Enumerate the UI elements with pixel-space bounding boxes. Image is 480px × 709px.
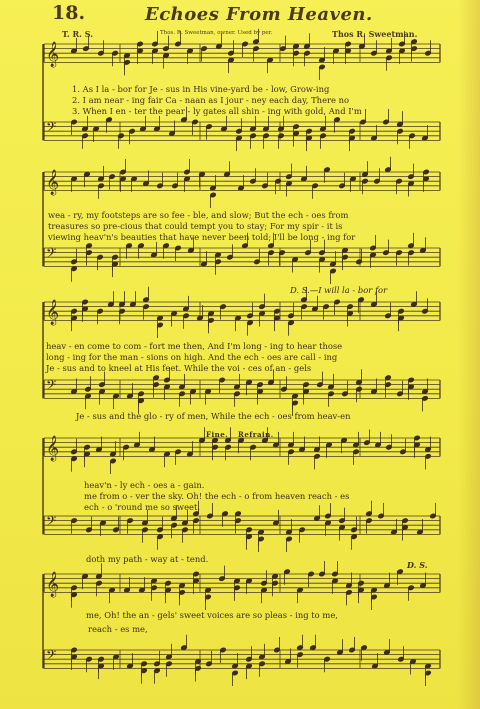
- hymn-number: 18.: [52, 2, 86, 24]
- bass-clef-icon: 𝄢: [46, 513, 57, 532]
- s3-verse3: Je - sus and to kneel at His feet. While the voi - ces of an - gels: [46, 363, 312, 373]
- s1-verse1: 1. As I la - bor for Je - sus in His vine-yard be - low, Grow-ing: [72, 84, 330, 94]
- s4-bass-line: doth my path - way at - tend.: [86, 554, 209, 564]
- bass-clef-icon: 𝄢: [46, 377, 57, 396]
- s5-line1: me, Oh! the an - gels' sweet voices are so pleas - ing to me,: [86, 610, 338, 620]
- treble-clef-icon: 𝄞: [46, 42, 60, 67]
- composer-credit: Thos R. Sweetman.: [332, 29, 418, 39]
- treble-clef-icon: 𝄞: [46, 300, 60, 325]
- s2-verse1: wea - ry, my footsteps are so fee - ble, and slow; But the ech - oes from: [48, 210, 349, 220]
- treble-clef-icon: 𝄞: [46, 170, 60, 195]
- s2-ds-line: D. S.—I will la - bor for: [290, 285, 388, 295]
- ds-marker-end: D. S.: [407, 560, 428, 570]
- s3-verse2: long - ing for the man - sions on high. And the ech - oes are call - ing: [46, 352, 338, 362]
- lyricist-credit: T. R. S.: [62, 29, 93, 39]
- s3-verse1: heav - en come to com - fort me then, And I'm long - ing to hear those: [46, 341, 343, 351]
- s4-verse3: ech - o 'round me so sweet.: [84, 502, 201, 512]
- refrain-marker: Refrain.: [238, 430, 274, 439]
- treble-clef-icon: 𝄞: [46, 572, 60, 597]
- s1-verse2: 2. I am near - ing fair Ca - naan as I jour - ney each day, There no: [72, 95, 350, 105]
- s3-bass-line: Je - sus and the glo - ry of men, While the ech - oes from heav-en: [76, 411, 351, 421]
- s5-line2: reach - es me,: [88, 624, 148, 634]
- copyright-credit: Thos. R. Sweetman, owner. Used by per.: [160, 30, 273, 36]
- bass-clef-icon: 𝄢: [46, 119, 57, 138]
- s4-verse2: me from o - ver the sky. Oh! the ech - o from heaven reach - es: [84, 491, 350, 501]
- s2-verse3: viewing heav'n's beauties that have never been told; I'll be long - ing for: [48, 232, 356, 242]
- hymn-title: Echoes From Heaven.: [145, 4, 373, 25]
- treble-clef-icon: 𝄞: [46, 436, 60, 461]
- bass-clef-icon: 𝄢: [46, 245, 57, 264]
- bass-clef-icon: 𝄢: [46, 647, 57, 666]
- s1-verse3: 3. When I en - ter the pear - ly gates all shin - ing with gold, And I'm: [72, 106, 362, 116]
- fine-marker: Fine.: [206, 430, 229, 439]
- s4-verse1: heav'n - ly ech - oes a - gain.: [84, 480, 205, 490]
- s2-verse2: treasures so pre-cious that could tempt you to stay; For my spir - it is: [48, 221, 343, 231]
